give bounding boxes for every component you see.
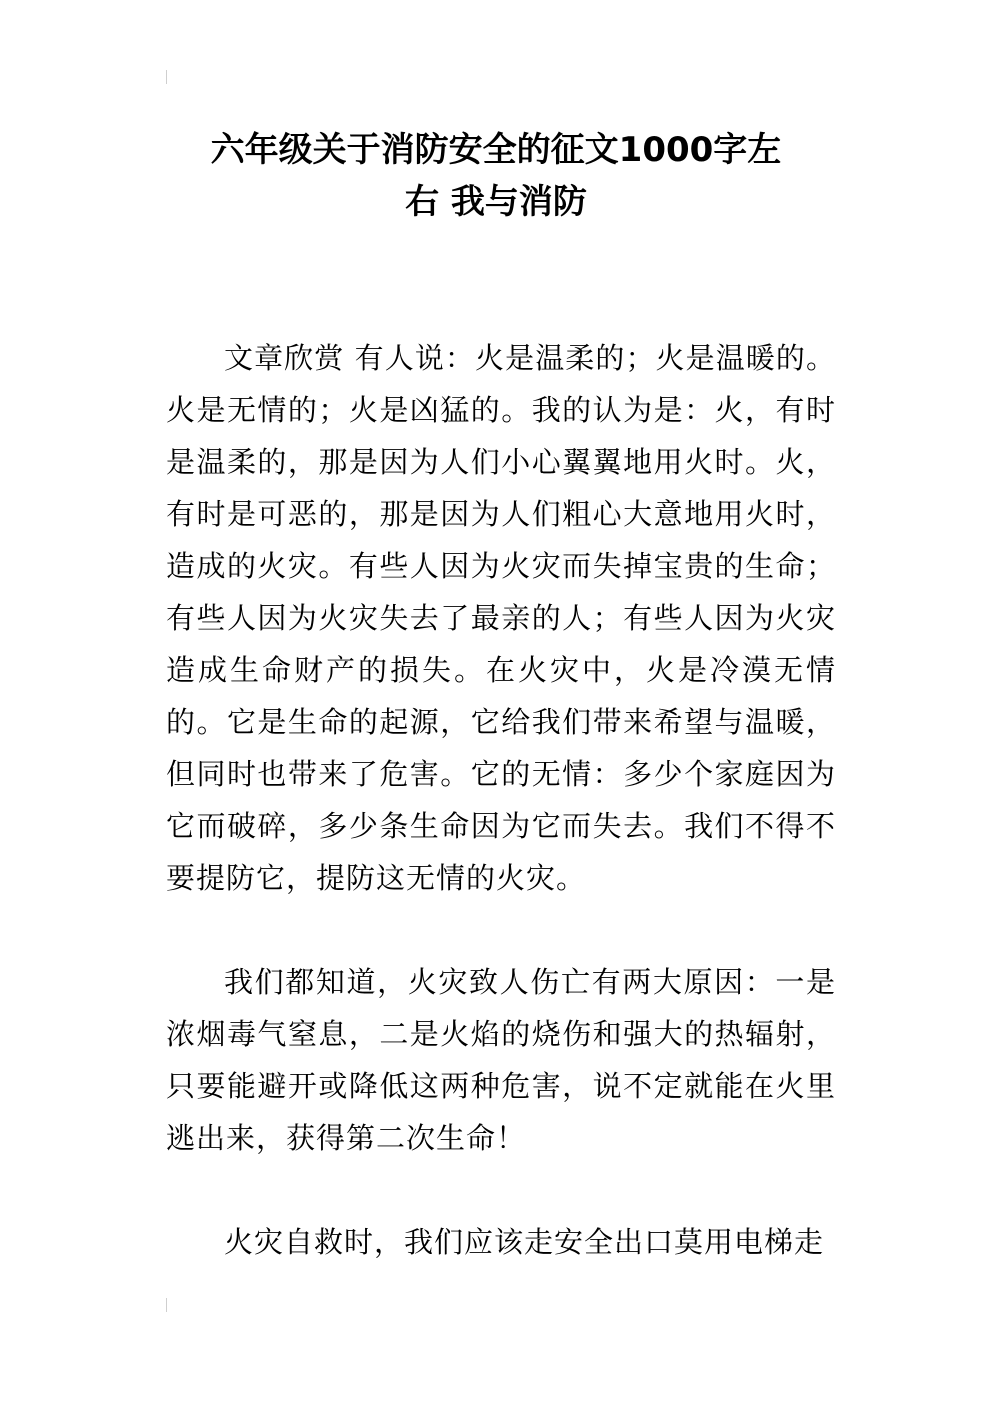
paragraph-2: 我们都知道，火灾致人伤亡有两大原因：一是浓烟毒气窒息，二是火焰的烧伤和强大的热辐射，只要能避开或降低这两种危害，说不定就能在火里逃出来，获得第二次生命！ <box>166 965 836 1155</box>
document-title-line-2: 右 我与消防 <box>405 182 587 222</box>
document-title-line-1: 六年级关于消防安全的征文1000字左 <box>210 130 782 170</box>
paragraph-1: 文章欣赏 有人说：火是温柔的；火是温暖的。火是无情的；火是凶猛的。我的认为是：火，有时是温柔的，那是因为人们小心翼翼地用火时。火，有时是可恶的，那是因为人们粗心大意地用火时，造成的火灾。有些人因为火灾而失掉宝贵的生命；有些人因为火灾失去了最亲的人；有些人因为火灾造成生命财产的损失。在火灾中，火是冷漠无情的。它是生命的起源，它给我们带来希望与温暖，但同时也带来了危害。它的无情：多少个家庭因为它而破碎，多少条生命因为它而失去。我们不得不要提防它，提防这无情的火灾。 <box>166 341 836 895</box>
paragraph-3: 火灾自救时，我们应该走安全出口莫用电梯走 <box>224 1225 825 1259</box>
document-body <box>166 332 836 1320</box>
document-title <box>160 124 832 228</box>
page-corner-mark-top <box>166 70 167 84</box>
page-corner-mark-bottom <box>166 1298 167 1312</box>
